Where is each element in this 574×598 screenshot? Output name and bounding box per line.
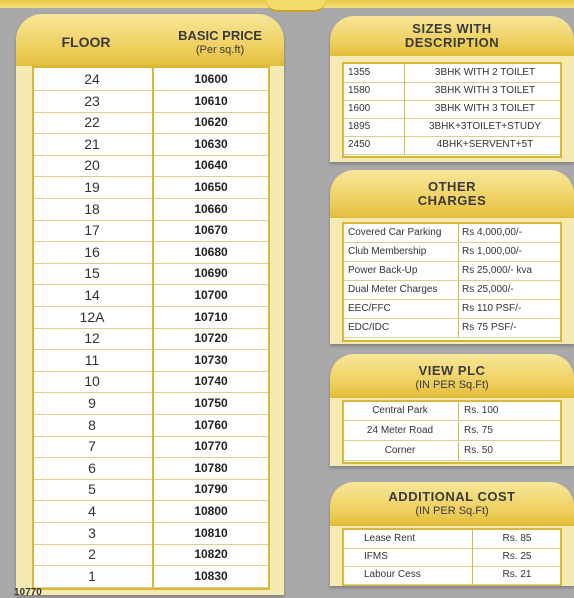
column-divider	[472, 530, 473, 548]
price-cell: 10620	[194, 115, 228, 130]
cropped-footer-value: 10770	[14, 587, 42, 598]
other-title-line1: OTHER	[428, 179, 476, 194]
table-row	[34, 370, 268, 393]
table-row	[34, 176, 268, 199]
floor-cell: 5	[88, 481, 96, 498]
sizes-row-label: 1355	[348, 67, 371, 78]
other-charges-header	[330, 170, 574, 218]
other-charges-row-label: Power Back-Up	[348, 265, 418, 276]
table-row	[34, 349, 268, 372]
floor-price-table	[32, 66, 270, 590]
column-divider	[458, 224, 459, 242]
table-row	[34, 68, 268, 91]
view-plc-table	[342, 400, 562, 464]
other-charges-row	[344, 319, 560, 338]
floor-cell: 18	[84, 200, 100, 217]
sizes-row-value: 3BHK WITH 3 TOILET	[434, 85, 536, 96]
price-cell: 10770	[194, 439, 228, 454]
other-charges-row-label: Dual Meter Charges	[348, 284, 438, 295]
price-column-header	[156, 28, 284, 58]
view-plc-row-value: Rs. 50	[464, 445, 493, 456]
table-row	[34, 543, 268, 566]
floor-table-header	[16, 14, 284, 66]
price-cell: 10680	[194, 244, 228, 259]
other-charges-row-value: Rs 25,000/-	[462, 284, 514, 295]
table-row	[34, 133, 268, 156]
additional-cost-row	[344, 566, 560, 585]
additional-cost-title: ADDITIONAL COST	[388, 489, 516, 504]
floor-cell: 9	[88, 395, 96, 411]
column-divider	[458, 243, 459, 261]
price-cell: 10650	[194, 180, 228, 194]
other-charges-row	[344, 224, 560, 243]
sizes-header	[330, 16, 574, 56]
other-charges-row	[344, 281, 560, 300]
other-charges-row-value: Rs 1,000,00/-	[462, 246, 523, 257]
additional-cost-row-value: Rs. 85	[502, 533, 532, 544]
floor-cell: 11	[84, 351, 100, 368]
sizes-row-value: 3BHK+3TOILET+STUDY	[428, 121, 542, 132]
table-row	[34, 565, 268, 588]
price-cell: 10710	[194, 309, 228, 324]
other-charges-row-label: EDC/IDC	[348, 322, 390, 333]
sizes-row-value: 4BHK+SERVENT+5T	[436, 139, 534, 150]
price-cell: 10790	[194, 482, 228, 497]
sizes-row	[344, 64, 560, 83]
other-charges-row	[344, 262, 560, 281]
table-row	[34, 154, 268, 177]
other-charges-row-label: Covered Car Parking	[348, 227, 442, 238]
sizes-title-line1: SIZES WITH	[412, 21, 492, 36]
view-plc-row-value: Rs. 100	[464, 405, 499, 416]
other-charges-row-value: Rs 25,000/- kva	[462, 265, 533, 276]
table-row	[34, 219, 268, 242]
additional-cost-table	[342, 528, 562, 586]
price-cell: 10690	[194, 266, 228, 281]
floor-cell: 20	[84, 157, 100, 174]
top-decorative-strip	[0, 0, 574, 8]
price-cell: 10600	[194, 72, 228, 86]
other-charges-row	[344, 243, 560, 262]
price-cell: 10810	[194, 525, 228, 540]
floor-cell: 6	[88, 459, 96, 476]
table-row	[34, 435, 268, 458]
additional-cost-row-label: IFMS	[364, 551, 388, 562]
column-divider	[458, 422, 459, 440]
floor-cell: 12A	[79, 308, 105, 325]
column-divider	[404, 136, 405, 154]
floor-table-panel	[16, 66, 284, 595]
sizes-row	[344, 136, 560, 155]
column-divider	[458, 262, 459, 280]
sizes-row-value: 3BHK WITH 3 TOILET	[434, 103, 536, 114]
additional-cost-panel	[330, 526, 574, 586]
sizes-row-label: 1895	[348, 121, 371, 132]
view-plc-panel	[330, 398, 574, 466]
table-row	[34, 327, 268, 350]
other-charges-row-label: EEC/FFC	[348, 303, 391, 314]
sizes-row	[344, 118, 560, 137]
view-plc-row-value: Rs. 75	[464, 425, 493, 436]
additional-cost-row-value: Rs. 25	[502, 551, 532, 562]
additional-cost-row	[344, 530, 560, 549]
column-divider	[458, 281, 459, 299]
floor-cell: 7	[88, 438, 96, 455]
price-cell: 10660	[194, 201, 228, 216]
column-divider	[458, 319, 459, 337]
ornament-icon	[266, 0, 326, 12]
sizes-row-value: 3BHK WITH 2 TOILET	[434, 67, 536, 78]
floor-cell: 17	[84, 222, 100, 239]
price-cell: 10780	[194, 460, 228, 475]
floor-cell: 8	[88, 416, 96, 433]
price-cell: 10630	[194, 136, 228, 151]
table-row	[34, 392, 268, 415]
price-header-title: BASIC PRICE	[178, 28, 262, 43]
table-row	[34, 306, 268, 329]
additional-cost-row	[344, 548, 560, 567]
view-plc-title: VIEW PLC	[418, 363, 486, 378]
floor-cell: 12	[84, 330, 100, 347]
price-cell: 10830	[194, 568, 228, 583]
view-plc-row	[344, 402, 560, 421]
table-row	[34, 90, 268, 113]
floor-cell: 15	[84, 265, 100, 282]
price-header-unit: (Per sq.ft)	[195, 44, 245, 56]
floor-column-header: FLOOR	[61, 34, 111, 50]
table-row	[34, 262, 268, 285]
additional-cost-row-label: Labour Cess	[364, 569, 421, 580]
floor-cell: 16	[84, 243, 100, 260]
view-plc-row-label: 24 Meter Road	[366, 425, 434, 436]
floor-cell: 4	[88, 503, 96, 519]
price-cell: 10800	[194, 504, 228, 518]
other-charges-row-value: Rs 75 PSF/-	[462, 322, 517, 333]
column-divider	[458, 300, 459, 318]
price-cell: 10740	[194, 374, 228, 389]
other-charges-row	[344, 300, 560, 319]
sizes-table	[342, 62, 562, 158]
price-cell: 10720	[194, 331, 228, 346]
price-cell: 10700	[194, 288, 228, 302]
price-cell: 10760	[194, 417, 228, 432]
column-divider	[458, 442, 459, 460]
column-divider	[404, 82, 405, 100]
floor-cell: 2	[88, 546, 96, 563]
column-divider	[472, 566, 473, 584]
floor-cell: 21	[84, 135, 100, 152]
price-cell: 10820	[194, 547, 228, 562]
table-row	[34, 241, 268, 264]
table-row	[34, 284, 268, 307]
other-charges-row-label: Club Membership	[348, 246, 427, 257]
price-cell: 10640	[194, 158, 228, 173]
table-row	[34, 522, 268, 545]
view-plc-row-label: Corner	[384, 445, 416, 456]
table-row	[34, 111, 268, 134]
view-plc-header	[330, 354, 574, 398]
floor-cell: 14	[84, 287, 100, 303]
other-charges-table	[342, 222, 562, 342]
other-charges-panel	[330, 218, 574, 344]
price-cell: 10730	[194, 352, 228, 367]
floor-cell: 3	[88, 524, 96, 541]
other-charges-row-value: Rs 110 PSF/-	[462, 303, 522, 314]
other-charges-row-value: Rs 4,000,00/-	[462, 227, 523, 238]
sizes-row-label: 2450	[348, 139, 371, 150]
additional-cost-row-value: Rs. 21	[502, 569, 532, 580]
sizes-row	[344, 82, 560, 101]
additional-cost-subtitle: (IN PER Sq.Ft)	[415, 505, 489, 517]
sizes-row-label: 1600	[348, 103, 371, 114]
price-cell: 10670	[194, 223, 228, 238]
sizes-row-label: 1580	[348, 85, 371, 96]
column-divider	[404, 100, 405, 118]
price-cell: 10750	[194, 396, 228, 410]
other-title-line2: CHARGES	[417, 193, 487, 208]
floor-cell: 23	[84, 92, 100, 109]
sizes-title-line2: DESCRIPTION	[404, 35, 500, 50]
table-row	[34, 414, 268, 437]
column-divider	[404, 64, 405, 82]
table-row	[34, 198, 268, 221]
floor-cell: 22	[84, 114, 100, 131]
column-divider	[472, 548, 473, 566]
floor-cell: 10	[84, 373, 100, 390]
view-plc-row	[344, 422, 560, 441]
sizes-panel	[330, 56, 574, 162]
additional-cost-row-label: Lease Rent	[364, 533, 416, 544]
floor-cell: 19	[84, 179, 100, 195]
column-divider	[404, 118, 405, 136]
table-row	[34, 500, 268, 523]
view-plc-subtitle: (IN PER Sq.Ft)	[415, 379, 489, 391]
floor-cell: 24	[84, 71, 100, 87]
view-plc-row	[344, 442, 560, 461]
floor-cell: 1	[88, 567, 96, 584]
price-cell: 10610	[194, 93, 228, 108]
additional-cost-header	[330, 482, 574, 526]
table-row	[34, 478, 268, 501]
table-row	[34, 457, 268, 480]
view-plc-row-label: Central Park	[372, 405, 428, 416]
sizes-row	[344, 100, 560, 119]
column-divider	[458, 402, 459, 420]
